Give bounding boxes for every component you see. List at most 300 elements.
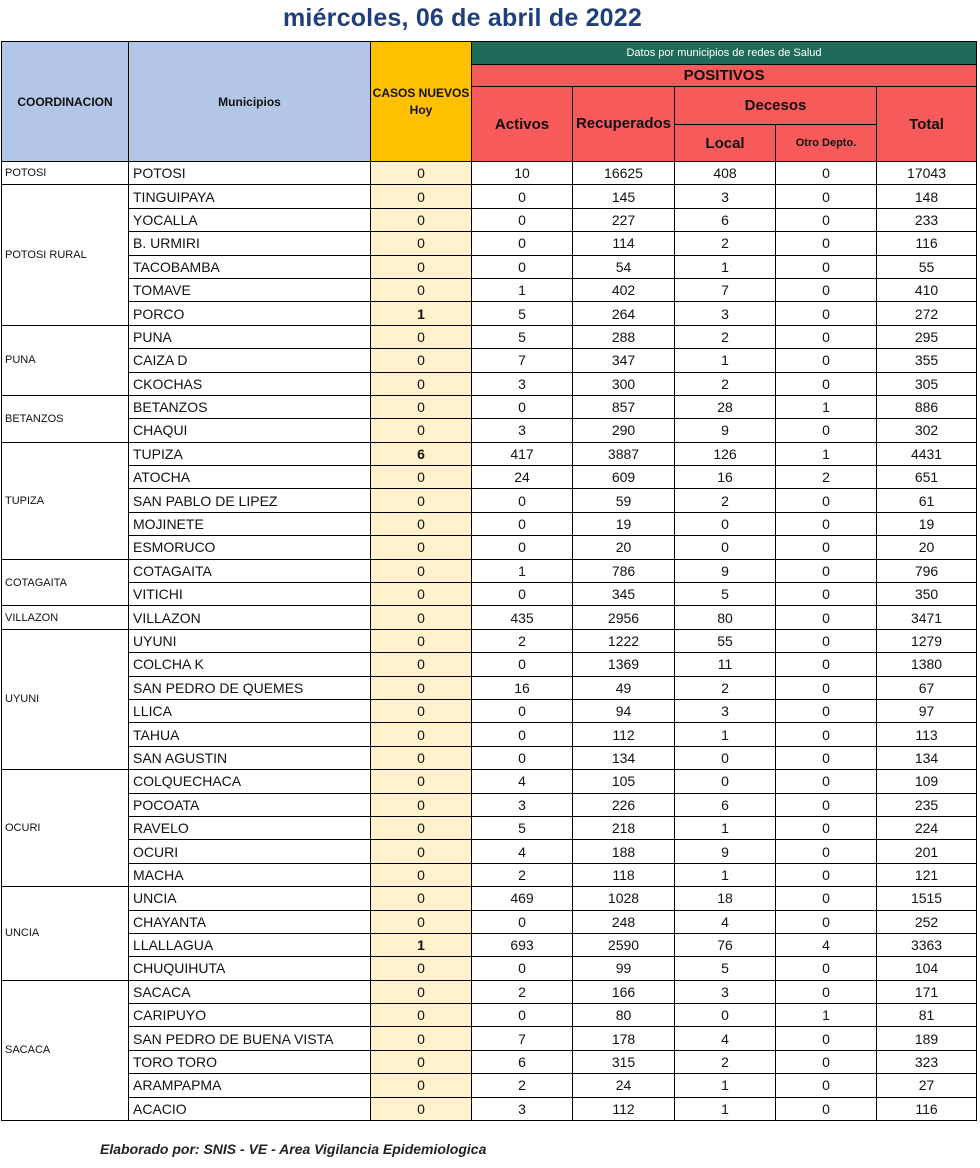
- table-row: [2, 1027, 977, 1050]
- table-row: [2, 162, 977, 185]
- decesos-local-cell: 28: [675, 395, 776, 418]
- total-cell: 17043: [877, 162, 977, 185]
- total-cell: 1380: [877, 653, 977, 676]
- recuperados-cell: 178: [573, 1027, 675, 1050]
- recuperados-cell: 99: [573, 957, 675, 980]
- recuperados-cell: 94: [573, 699, 675, 722]
- activos-cell: 2: [472, 629, 573, 652]
- recuperados-cell: 1369: [573, 653, 675, 676]
- recuperados-cell: 290: [573, 419, 675, 442]
- municipio-cell: UNCIA: [129, 887, 371, 910]
- municipio-cell: TACOBAMBA: [129, 255, 371, 278]
- activos-cell: 0: [472, 746, 573, 769]
- table-row: [2, 887, 977, 910]
- municipio-cell: CARIPUYO: [129, 1004, 371, 1027]
- recuperados-cell: 227: [573, 208, 675, 231]
- total-cell: 323: [877, 1050, 977, 1073]
- activos-cell: 469: [472, 887, 573, 910]
- decesos-local-cell: 9: [675, 559, 776, 582]
- table-row: [2, 536, 977, 559]
- municipio-cell: TINGUIPAYA: [129, 185, 371, 208]
- table-row: [2, 1004, 977, 1027]
- recuperados-cell: 166: [573, 980, 675, 1003]
- decesos-local-cell: 3: [675, 980, 776, 1003]
- decesos-otro-depto-cell: 0: [776, 162, 877, 185]
- municipio-cell: ESMORUCO: [129, 536, 371, 559]
- casos-nuevos-cell: 0: [371, 816, 472, 839]
- decesos-otro-depto-cell: 2: [776, 466, 877, 489]
- activos-cell: 2: [472, 980, 573, 1003]
- activos-cell: 1: [472, 278, 573, 301]
- header-otro-depto: Otro Depto.: [776, 125, 877, 162]
- header-positivos: POSITIVOS: [472, 65, 977, 87]
- coordinacion-cell: UNCIA: [2, 887, 129, 981]
- header-municipios: Municipios: [129, 42, 371, 162]
- casos-nuevos-cell: 0: [371, 512, 472, 535]
- casos-nuevos-cell: 0: [371, 466, 472, 489]
- casos-nuevos-cell: 0: [371, 770, 472, 793]
- decesos-local-cell: 2: [675, 489, 776, 512]
- decesos-local-cell: 0: [675, 770, 776, 793]
- decesos-otro-depto-cell: 0: [776, 255, 877, 278]
- total-cell: 252: [877, 910, 977, 933]
- total-cell: 3363: [877, 933, 977, 956]
- municipio-cell: SAN PABLO DE LIPEZ: [129, 489, 371, 512]
- decesos-local-cell: 0: [675, 512, 776, 535]
- activos-cell: 2: [472, 863, 573, 886]
- casos-nuevos-cell: 0: [371, 255, 472, 278]
- coordinacion-cell: TUPIZA: [2, 442, 129, 559]
- municipio-cell: TOMAVE: [129, 278, 371, 301]
- table-row: [2, 840, 977, 863]
- total-cell: 121: [877, 863, 977, 886]
- table-row: [2, 980, 977, 1003]
- table-row: [2, 349, 977, 372]
- casos-nuevos-cell: 0: [371, 723, 472, 746]
- municipio-cell: LLALLAGUA: [129, 933, 371, 956]
- total-cell: 224: [877, 816, 977, 839]
- recuperados-cell: 145: [573, 185, 675, 208]
- casos-nuevos-cell: 0: [371, 887, 472, 910]
- table-row: [2, 770, 977, 793]
- total-cell: 4431: [877, 442, 977, 465]
- casos-nuevos-cell: 0: [371, 980, 472, 1003]
- recuperados-cell: 786: [573, 559, 675, 582]
- table-row: [2, 910, 977, 933]
- decesos-otro-depto-cell: 0: [776, 583, 877, 606]
- casos-nuevos-cell: 0: [371, 208, 472, 231]
- table-row: [2, 676, 977, 699]
- municipio-cell: POTOSI: [129, 162, 371, 185]
- decesos-local-cell: 9: [675, 840, 776, 863]
- decesos-otro-depto-cell: 0: [776, 723, 877, 746]
- recuperados-cell: 54: [573, 255, 675, 278]
- casos-nuevos-cell: 1: [371, 933, 472, 956]
- header-datos-por-municipios: Datos por municipios de redes de Salud: [472, 42, 977, 65]
- activos-cell: 4: [472, 840, 573, 863]
- casos-nuevos-cell: 0: [371, 583, 472, 606]
- municipio-cell: B. URMIRI: [129, 232, 371, 255]
- recuperados-cell: 134: [573, 746, 675, 769]
- decesos-local-cell: 80: [675, 606, 776, 629]
- decesos-local-cell: 126: [675, 442, 776, 465]
- municipio-cell: TAHUA: [129, 723, 371, 746]
- total-cell: 109: [877, 770, 977, 793]
- casos-nuevos-cell: 0: [371, 395, 472, 418]
- total-cell: 61: [877, 489, 977, 512]
- casos-nuevos-cell: 0: [371, 1004, 472, 1027]
- recuperados-cell: 315: [573, 1050, 675, 1073]
- table-header: [2, 42, 977, 162]
- recuperados-cell: 1028: [573, 887, 675, 910]
- coordinacion-cell: COTAGAITA: [2, 559, 129, 606]
- activos-cell: 0: [472, 185, 573, 208]
- decesos-local-cell: 76: [675, 933, 776, 956]
- activos-cell: 0: [472, 489, 573, 512]
- casos-nuevos-cell: 0: [371, 559, 472, 582]
- municipio-cell: CAIZA D: [129, 349, 371, 372]
- total-cell: 272: [877, 302, 977, 325]
- casos-nuevos-cell: 0: [371, 162, 472, 185]
- activos-cell: 0: [472, 1004, 573, 1027]
- activos-cell: 0: [472, 512, 573, 535]
- municipio-cell: SAN AGUSTIN: [129, 746, 371, 769]
- table-row: [2, 957, 977, 980]
- municipio-cell: MOJINETE: [129, 512, 371, 535]
- decesos-otro-depto-cell: 0: [776, 863, 877, 886]
- total-cell: 410: [877, 278, 977, 301]
- decesos-local-cell: 18: [675, 887, 776, 910]
- total-cell: 67: [877, 676, 977, 699]
- total-cell: 189: [877, 1027, 977, 1050]
- decesos-local-cell: 1: [675, 816, 776, 839]
- casos-nuevos-cell: 0: [371, 676, 472, 699]
- decesos-otro-depto-cell: 0: [776, 559, 877, 582]
- activos-cell: 0: [472, 208, 573, 231]
- recuperados-cell: 857: [573, 395, 675, 418]
- casos-nuevos-cell: 0: [371, 1027, 472, 1050]
- recuperados-cell: 248: [573, 910, 675, 933]
- decesos-local-cell: 1: [675, 1097, 776, 1120]
- total-cell: 235: [877, 793, 977, 816]
- total-cell: 886: [877, 395, 977, 418]
- casos-nuevos-cell: 0: [371, 232, 472, 255]
- table-body: [2, 162, 977, 1121]
- municipio-cell: SAN PEDRO DE BUENA VISTA: [129, 1027, 371, 1050]
- municipio-cell: CHAQUI: [129, 419, 371, 442]
- activos-cell: 7: [472, 349, 573, 372]
- decesos-local-cell: 1: [675, 863, 776, 886]
- activos-cell: 0: [472, 255, 573, 278]
- decesos-otro-depto-cell: 0: [776, 980, 877, 1003]
- table-row: [2, 278, 977, 301]
- table-row: [2, 395, 977, 418]
- table-row: [2, 255, 977, 278]
- total-cell: 171: [877, 980, 977, 1003]
- recuperados-cell: 59: [573, 489, 675, 512]
- decesos-local-cell: 16: [675, 466, 776, 489]
- municipio-cell: COTAGAITA: [129, 559, 371, 582]
- casos-nuevos-cell: 0: [371, 536, 472, 559]
- casos-nuevos-cell: 0: [371, 372, 472, 395]
- total-cell: 3471: [877, 606, 977, 629]
- municipio-cell: TUPIZA: [129, 442, 371, 465]
- total-cell: 201: [877, 840, 977, 863]
- casos-nuevos-cell: 0: [371, 863, 472, 886]
- recuperados-cell: 49: [573, 676, 675, 699]
- decesos-local-cell: 2: [675, 372, 776, 395]
- total-cell: 651: [877, 466, 977, 489]
- table-row: [2, 232, 977, 255]
- casos-nuevos-cell: 0: [371, 910, 472, 933]
- activos-cell: 2: [472, 1074, 573, 1097]
- table-row: [2, 442, 977, 465]
- casos-nuevos-cell: 1: [371, 302, 472, 325]
- decesos-otro-depto-cell: 0: [776, 208, 877, 231]
- table-row: [2, 1074, 977, 1097]
- total-cell: 233: [877, 208, 977, 231]
- recuperados-cell: 24: [573, 1074, 675, 1097]
- decesos-local-cell: 1: [675, 255, 776, 278]
- casos-nuevos-cell: 6: [371, 442, 472, 465]
- total-cell: 796: [877, 559, 977, 582]
- casos-nuevos-cell: 0: [371, 653, 472, 676]
- total-cell: 81: [877, 1004, 977, 1027]
- activos-cell: 0: [472, 232, 573, 255]
- decesos-local-cell: 5: [675, 957, 776, 980]
- municipio-cell: ACACIO: [129, 1097, 371, 1120]
- coordinacion-cell: PUNA: [2, 325, 129, 395]
- recuperados-cell: 112: [573, 723, 675, 746]
- decesos-local-cell: 0: [675, 1004, 776, 1027]
- total-cell: 113: [877, 723, 977, 746]
- recuperados-cell: 218: [573, 816, 675, 839]
- total-cell: 27: [877, 1074, 977, 1097]
- municipio-cell: COLCHA K: [129, 653, 371, 676]
- casos-nuevos-cell: 0: [371, 699, 472, 722]
- activos-cell: 0: [472, 395, 573, 418]
- decesos-otro-depto-cell: 0: [776, 629, 877, 652]
- table-row: [2, 653, 977, 676]
- total-cell: 20: [877, 536, 977, 559]
- decesos-otro-depto-cell: 0: [776, 676, 877, 699]
- table-row: [2, 372, 977, 395]
- decesos-otro-depto-cell: 0: [776, 816, 877, 839]
- total-cell: 104: [877, 957, 977, 980]
- decesos-local-cell: 3: [675, 185, 776, 208]
- table-row: [2, 816, 977, 839]
- casos-nuevos-cell: 0: [371, 185, 472, 208]
- casos-nuevos-cell: 0: [371, 1050, 472, 1073]
- header-activos: Activos: [472, 87, 573, 162]
- decesos-local-cell: 1: [675, 349, 776, 372]
- decesos-local-cell: 1: [675, 723, 776, 746]
- table-row: [2, 208, 977, 231]
- recuperados-cell: 2956: [573, 606, 675, 629]
- coordinacion-cell: SACACA: [2, 980, 129, 1120]
- table-row: [2, 325, 977, 348]
- header-coordinacion: COORDINACION: [2, 42, 129, 162]
- recuperados-cell: 16625: [573, 162, 675, 185]
- decesos-local-cell: 1: [675, 1074, 776, 1097]
- recuperados-cell: 3887: [573, 442, 675, 465]
- decesos-local-cell: 7: [675, 278, 776, 301]
- table-row: [2, 629, 977, 652]
- decesos-local-cell: 11: [675, 653, 776, 676]
- activos-cell: 5: [472, 816, 573, 839]
- table-row: [2, 489, 977, 512]
- activos-cell: 3: [472, 419, 573, 442]
- municipio-cell: TORO TORO: [129, 1050, 371, 1073]
- recuperados-cell: 2590: [573, 933, 675, 956]
- total-cell: 97: [877, 699, 977, 722]
- decesos-otro-depto-cell: 0: [776, 232, 877, 255]
- table-row: [2, 419, 977, 442]
- activos-cell: 7: [472, 1027, 573, 1050]
- decesos-otro-depto-cell: 4: [776, 933, 877, 956]
- activos-cell: 435: [472, 606, 573, 629]
- recuperados-cell: 347: [573, 349, 675, 372]
- municipio-cell: COLQUECHACA: [129, 770, 371, 793]
- decesos-otro-depto-cell: 1: [776, 395, 877, 418]
- casos-nuevos-cell: 0: [371, 840, 472, 863]
- municipio-cell: VILLAZON: [129, 606, 371, 629]
- casos-nuevos-cell: 0: [371, 957, 472, 980]
- activos-cell: 3: [472, 372, 573, 395]
- municipio-cell: YOCALLA: [129, 208, 371, 231]
- recuperados-cell: 112: [573, 1097, 675, 1120]
- municipio-cell: SACACA: [129, 980, 371, 1003]
- decesos-otro-depto-cell: 0: [776, 699, 877, 722]
- coordinacion-cell: POTOSI RURAL: [2, 185, 129, 325]
- total-cell: 350: [877, 583, 977, 606]
- recuperados-cell: 288: [573, 325, 675, 348]
- activos-cell: 24: [472, 466, 573, 489]
- activos-cell: 6: [472, 1050, 573, 1073]
- decesos-local-cell: 3: [675, 699, 776, 722]
- total-cell: 302: [877, 419, 977, 442]
- municipio-cell: CHAYANTA: [129, 910, 371, 933]
- decesos-otro-depto-cell: 0: [776, 910, 877, 933]
- decesos-otro-depto-cell: 1: [776, 1004, 877, 1027]
- decesos-local-cell: 6: [675, 793, 776, 816]
- coordinacion-cell: VILLAZON: [2, 606, 129, 629]
- decesos-otro-depto-cell: 0: [776, 1097, 877, 1120]
- casos-nuevos-cell: 0: [371, 489, 472, 512]
- activos-cell: 0: [472, 653, 573, 676]
- municipio-cell: ATOCHA: [129, 466, 371, 489]
- decesos-otro-depto-cell: 0: [776, 653, 877, 676]
- header-casos-nuevos: CASOS NUEVOS Hoy: [371, 42, 472, 162]
- decesos-otro-depto-cell: 0: [776, 746, 877, 769]
- municipio-cell: LLICA: [129, 699, 371, 722]
- recuperados-cell: 80: [573, 1004, 675, 1027]
- table-row: [2, 1097, 977, 1120]
- municipio-cell: PUNA: [129, 325, 371, 348]
- municipio-cell: PORCO: [129, 302, 371, 325]
- casos-nuevos-cell: 0: [371, 793, 472, 816]
- decesos-local-cell: 6: [675, 208, 776, 231]
- total-cell: 305: [877, 372, 977, 395]
- total-cell: 148: [877, 185, 977, 208]
- covid-municipal-table: [1, 41, 977, 1121]
- total-cell: 116: [877, 1097, 977, 1120]
- decesos-otro-depto-cell: 0: [776, 419, 877, 442]
- activos-cell: 0: [472, 723, 573, 746]
- decesos-otro-depto-cell: 0: [776, 1074, 877, 1097]
- municipio-cell: POCOATA: [129, 793, 371, 816]
- recuperados-cell: 19: [573, 512, 675, 535]
- decesos-otro-depto-cell: 0: [776, 278, 877, 301]
- municipio-cell: CKOCHAS: [129, 372, 371, 395]
- decesos-otro-depto-cell: 0: [776, 512, 877, 535]
- page-title: miércoles, 06 de abril de 2022: [283, 4, 642, 32]
- coordinacion-cell: OCURI: [2, 770, 129, 887]
- casos-nuevos-cell: 0: [371, 349, 472, 372]
- recuperados-cell: 188: [573, 840, 675, 863]
- municipio-cell: UYUNI: [129, 629, 371, 652]
- total-cell: 1515: [877, 887, 977, 910]
- municipio-cell: ARAMPAPMA: [129, 1074, 371, 1097]
- table-row: [2, 583, 977, 606]
- decesos-local-cell: 4: [675, 1027, 776, 1050]
- activos-cell: 0: [472, 957, 573, 980]
- activos-cell: 3: [472, 793, 573, 816]
- activos-cell: 1: [472, 559, 573, 582]
- table-row: [2, 699, 977, 722]
- decesos-local-cell: 0: [675, 746, 776, 769]
- casos-nuevos-cell: 0: [371, 1097, 472, 1120]
- table-row: [2, 559, 977, 582]
- table-row: [2, 466, 977, 489]
- table-row: [2, 302, 977, 325]
- recuperados-cell: 300: [573, 372, 675, 395]
- header-local: Local: [675, 125, 776, 162]
- recuperados-cell: 402: [573, 278, 675, 301]
- header-total: Total: [877, 87, 977, 162]
- casos-nuevos-cell: 0: [371, 746, 472, 769]
- casos-nuevos-cell: 0: [371, 1074, 472, 1097]
- decesos-otro-depto-cell: 0: [776, 840, 877, 863]
- decesos-local-cell: 5: [675, 583, 776, 606]
- decesos-otro-depto-cell: 0: [776, 372, 877, 395]
- decesos-local-cell: 408: [675, 162, 776, 185]
- decesos-otro-depto-cell: 0: [776, 302, 877, 325]
- recuperados-cell: 114: [573, 232, 675, 255]
- footer-credit: Elaborado por: SNIS - VE - Area Vigilancia Epidemiologica: [100, 1141, 487, 1157]
- header-recuperados: Recuperados: [573, 87, 675, 162]
- table-row: [2, 723, 977, 746]
- table-row: [2, 793, 977, 816]
- table-row: [2, 512, 977, 535]
- casos-nuevos-cell: 0: [371, 629, 472, 652]
- total-cell: 116: [877, 232, 977, 255]
- decesos-local-cell: 55: [675, 629, 776, 652]
- total-cell: 19: [877, 512, 977, 535]
- casos-nuevos-cell: 0: [371, 606, 472, 629]
- decesos-local-cell: 2: [675, 232, 776, 255]
- activos-cell: 0: [472, 536, 573, 559]
- activos-cell: 0: [472, 910, 573, 933]
- decesos-otro-depto-cell: 0: [776, 1050, 877, 1073]
- decesos-local-cell: 4: [675, 910, 776, 933]
- decesos-otro-depto-cell: 0: [776, 1027, 877, 1050]
- table-row: [2, 933, 977, 956]
- header-decesos: Decesos: [675, 87, 877, 125]
- decesos-otro-depto-cell: 1: [776, 442, 877, 465]
- decesos-otro-depto-cell: 0: [776, 887, 877, 910]
- decesos-otro-depto-cell: 0: [776, 349, 877, 372]
